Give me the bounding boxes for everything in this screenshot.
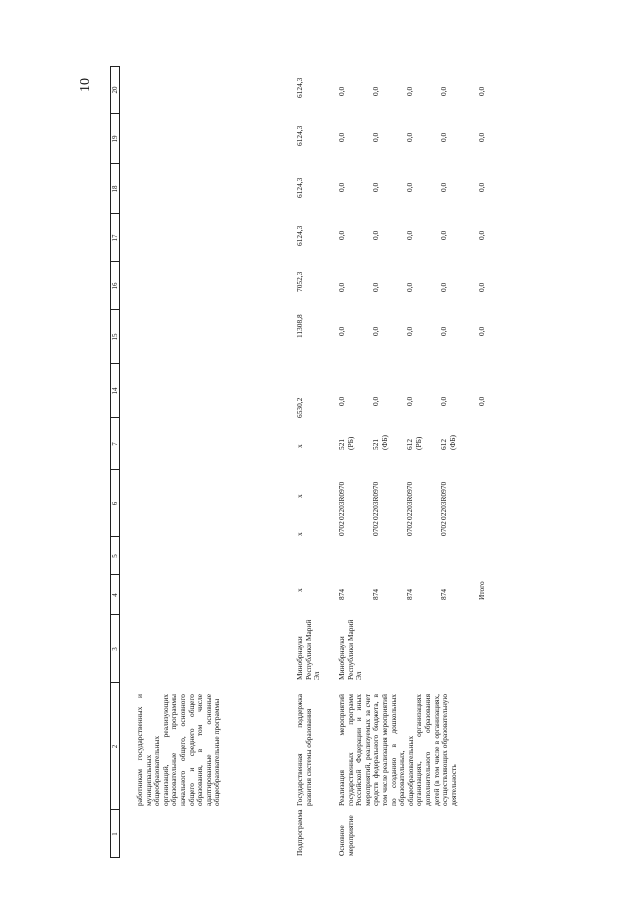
header-divider [111, 682, 119, 683]
total-y15: 0,0 [477, 326, 486, 336]
sub2-y18: 0,0 [371, 182, 380, 192]
header-divider [111, 417, 119, 418]
sub4-y19: 0,0 [439, 132, 448, 142]
header-col-1: 1 [111, 832, 119, 836]
sub1-rzpr: 0702 [337, 521, 346, 536]
sub2-y19: 0,0 [371, 132, 380, 142]
row-type-main-measure: Основное мероприятие [337, 815, 355, 856]
header-divider [111, 213, 119, 214]
sub4-csr: 02203R0970 [439, 481, 448, 520]
header-col-14: 14 [111, 387, 119, 395]
header-divider [111, 574, 119, 575]
header-col-5: 5 [111, 554, 119, 558]
sub1-y16: 0,0 [337, 282, 346, 292]
subprogram-y17: 6124,3 [295, 225, 304, 246]
header-col-7: 7 [111, 442, 119, 446]
sub4-y20: 0,0 [439, 86, 448, 96]
sub1-y20: 0,0 [337, 86, 346, 96]
header-divider [111, 363, 119, 364]
table-header [110, 66, 120, 858]
sub3-y15: 0,0 [405, 326, 414, 336]
subprogram-vr: x [295, 444, 304, 448]
header-col-17: 17 [111, 234, 119, 242]
sub3-vr: 612 (РБ) [405, 436, 423, 450]
main-measure-name: Реализация мероприятий государственных программ Российской Федерации и иных мероприятий, реализуемых за счет средств федерального бюджета, в том числе реализация мероприятий по созданию в дошкольных образовательных, общеобразовательных организациях, организациях дополнительного образования детей (в том числе в организациях, осуществляющих образовательную деятельность [337, 694, 458, 806]
header-col-19: 19 [111, 135, 119, 143]
row-type-subprogram: Подпрограмма [295, 809, 304, 856]
sub1-y18: 0,0 [337, 182, 346, 192]
sub1-csr: 02203R0970 [337, 481, 346, 520]
header-divider [111, 809, 119, 810]
header-divider [111, 261, 119, 262]
sub1-y14: 0,0 [337, 396, 346, 406]
sub1-grbs: 874 [337, 588, 346, 600]
header-col-6: 6 [111, 501, 119, 506]
sub3-grbs: 874 [405, 588, 414, 600]
header-divider [111, 163, 119, 164]
total-label: Итого [477, 581, 486, 600]
header-col-3: 3 [111, 647, 119, 651]
sub2-grbs: 874 [371, 588, 380, 600]
subprogram-name: Государственная поддержка развития системы образования [295, 694, 313, 806]
sub4-y16: 0,0 [439, 282, 448, 292]
subprogram-csr: x [295, 494, 304, 498]
sub3-y14: 0,0 [405, 396, 414, 406]
header-divider [111, 113, 119, 114]
continuation-text: работникам государственных и муниципальных общеобразовательных организаций, реализующих образовательные программы начального общего, основного общего и среднего общего образования, в том числе адаптированные основные общеобразовательные программы [135, 694, 222, 806]
subprogram-y20: 6124,3 [295, 77, 304, 98]
main-measure-executor: Минобрнауки Республики Марий Эл [337, 619, 364, 680]
sub3-y18: 0,0 [405, 182, 414, 192]
header-col-18: 18 [111, 185, 119, 193]
sub3-y19: 0,0 [405, 132, 414, 142]
sub4-y14: 0,0 [439, 396, 448, 406]
subprogram-y15: 11308,8 [295, 314, 304, 338]
rotated-table [110, 66, 600, 858]
total-y17: 0,0 [477, 230, 486, 240]
header-col-15: 15 [111, 333, 119, 341]
sub3-y16: 0,0 [405, 282, 414, 292]
subprogram-y14: 6530,2 [295, 397, 304, 418]
total-y16: 0,0 [477, 282, 486, 292]
sub1-y17: 0,0 [337, 230, 346, 240]
sub2-y16: 0,0 [371, 282, 380, 292]
subprogram-y16: 7052,3 [295, 271, 304, 292]
sub1-y19: 0,0 [337, 132, 346, 142]
total-y18: 0,0 [477, 182, 486, 192]
header-col-20: 20 [111, 86, 119, 94]
sub4-y15: 0,0 [439, 326, 448, 336]
header-divider [111, 614, 119, 615]
header-divider [111, 66, 119, 67]
sub2-y14: 0,0 [371, 396, 380, 406]
header-divider [111, 469, 119, 470]
sub4-rzpr: 0702 [439, 521, 448, 536]
header-col-2: 2 [111, 744, 119, 749]
header-divider [111, 309, 119, 310]
total-y14: 0,0 [477, 396, 486, 406]
total-y20: 0,0 [477, 86, 486, 96]
subprogram-executor: Минобрнауки Республики Марий Эл [295, 619, 322, 680]
sub4-y18: 0,0 [439, 182, 448, 192]
sub3-y17: 0,0 [405, 230, 414, 240]
header-divider [111, 857, 119, 858]
sub2-y17: 0,0 [371, 230, 380, 240]
subprogram-rzpr: x [295, 532, 304, 536]
subprogram-grbs: x [295, 588, 304, 592]
subprogram-y18: 6124,3 [295, 177, 304, 198]
sub3-rzpr: 0702 [405, 521, 414, 536]
sub2-rzpr: 0702 [371, 521, 380, 536]
sub2-y15: 0,0 [371, 326, 380, 336]
header-col-16: 16 [111, 282, 119, 290]
sub2-y20: 0,0 [371, 86, 380, 96]
sub1-vr: 521 (РБ) [337, 436, 355, 450]
total-y19: 0,0 [477, 132, 486, 142]
sub4-vr: 612 (ФБ) [439, 434, 457, 450]
subprogram-y19: 6124,3 [295, 125, 304, 146]
sub2-csr: 02203R0970 [371, 481, 380, 520]
header-divider [111, 536, 119, 537]
sub3-y20: 0,0 [405, 86, 414, 96]
header-col-4: 4 [111, 593, 119, 597]
sub2-vr: 521 (ФБ) [371, 434, 389, 450]
sub4-grbs: 874 [439, 588, 448, 600]
sub3-csr: 02203R0970 [405, 481, 414, 520]
sub4-y17: 0,0 [439, 230, 448, 240]
sub1-y15: 0,0 [337, 326, 346, 336]
page-number: 10 [78, 78, 93, 92]
